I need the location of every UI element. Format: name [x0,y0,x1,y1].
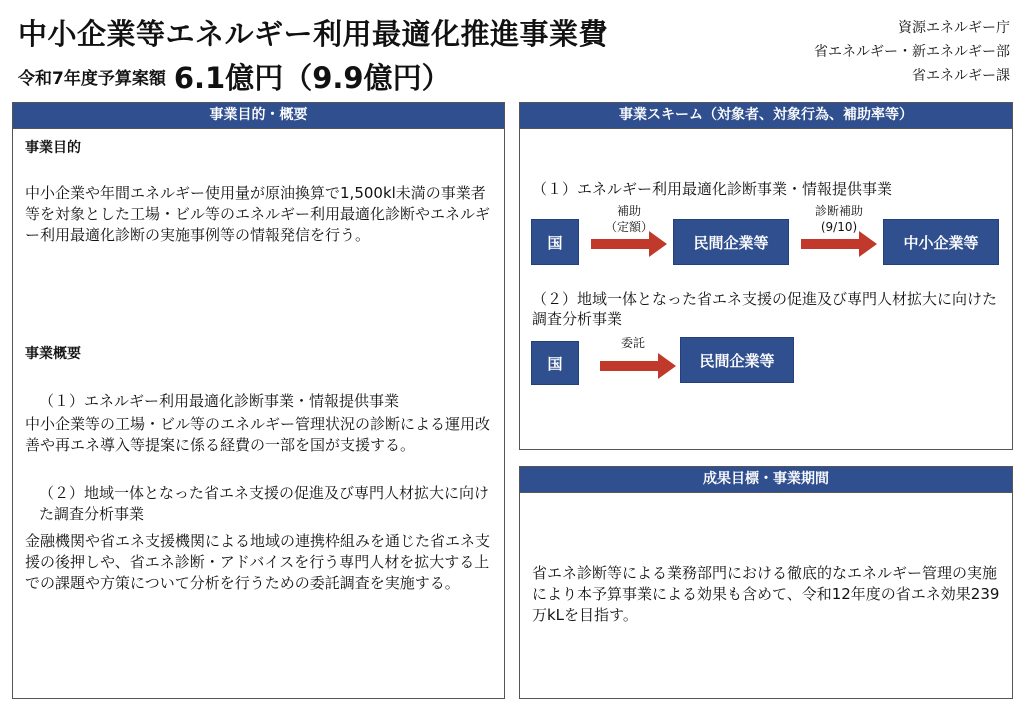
purpose-overview-header: 事業目的・概要 [13,103,504,129]
scheme1-arrow1-label-line2: （定額） [604,220,653,234]
department-block [814,16,1010,88]
scheme2-arrow-label: 委託 [620,336,645,350]
scheme1-title: （１）エネルギー利用最適化診断事業・情報提供事業 [532,180,893,198]
purpose-overview-panel [12,102,505,699]
scheme1-private-company-box: 民間企業等 [673,219,789,265]
scheme1-arrow1-label-line1: 補助 [616,204,641,218]
budget-label: 令和7年度予算案額 [18,69,166,89]
budget-amount: 6.1億円（9.9億円） [173,61,451,95]
purpose-heading: 事業目的 [25,140,81,156]
dept-agency: 資源エネルギー庁 [898,20,1010,36]
overview-item2-text: 金融機関や省エネ支援機関による地域の連携枠組みを通じた省エネ支援の後押しや、省エネ診断・アドバイスを行う専門人材を拡大する上での課題や方策について分析を行うための委託調査を実施する。 [25,532,491,592]
scheme1-arrow2-label-line1: 診断補助 [814,204,863,218]
scheme-panel [519,102,1013,450]
scheme2-private-company-box: 民間企業等 [680,337,794,383]
scheme1-arrow1-label [586,203,672,235]
overview-heading: 事業概要 [25,346,81,362]
scheme2-country-box: 国 [531,341,579,385]
right-arrow-icon [600,353,676,379]
overview-item1-title: （１）エネルギー利用最適化診断事業・情報提供事業 [39,392,400,410]
budget-line [18,56,451,97]
scheme-header: 事業スキーム（対象者、対象行為、補助率等） [520,103,1012,129]
scheme1-country-box: 国 [531,219,579,265]
target-header: 成果目標・事業期間 [520,467,1012,493]
scheme1-arrow2-label-line2: (9/10) [820,220,858,234]
target-panel [519,466,1013,699]
purpose-text: 中小企業や年間エネルギー使用量が原油換算で1,500kl未満の事業者等を対象とした工場・ビル等のエネルギー利用最適化診断やエネルギー利用最適化診断の実施事例等の情報発信を行う。 [25,184,491,244]
overview-item2-title: （２）地域一体となった省エネ支援の促進及び専門人材拡大に向けた調査分析事業 [39,484,490,523]
scheme2-title: （２）地域一体となった省エネ支援の促進及び専門人材拡大に向けた調査分析事業 [532,290,998,328]
dept-section: 省エネルギー課 [912,68,1010,84]
target-text: 省エネ診断等による業務部門における徹底的なエネルギー管理の実施により本予算事業による効果も含めて、令和12年度の省エネ効果239万kLを目指す。 [532,564,1000,624]
scheme1-arrow2-label [790,203,888,235]
page-title: 中小企業等エネルギー利用最適化推進事業費 [18,17,609,51]
scheme1-sme-box: 中小企業等 [883,219,999,265]
overview-item1-text: 中小企業等の工場・ビル等のエネルギー管理状況の診断による運用改善や再エネ導入等提案に係る経費の一部を国が支援する。 [25,415,491,454]
dept-division: 省エネルギー・新エネルギー部 [814,44,1010,60]
